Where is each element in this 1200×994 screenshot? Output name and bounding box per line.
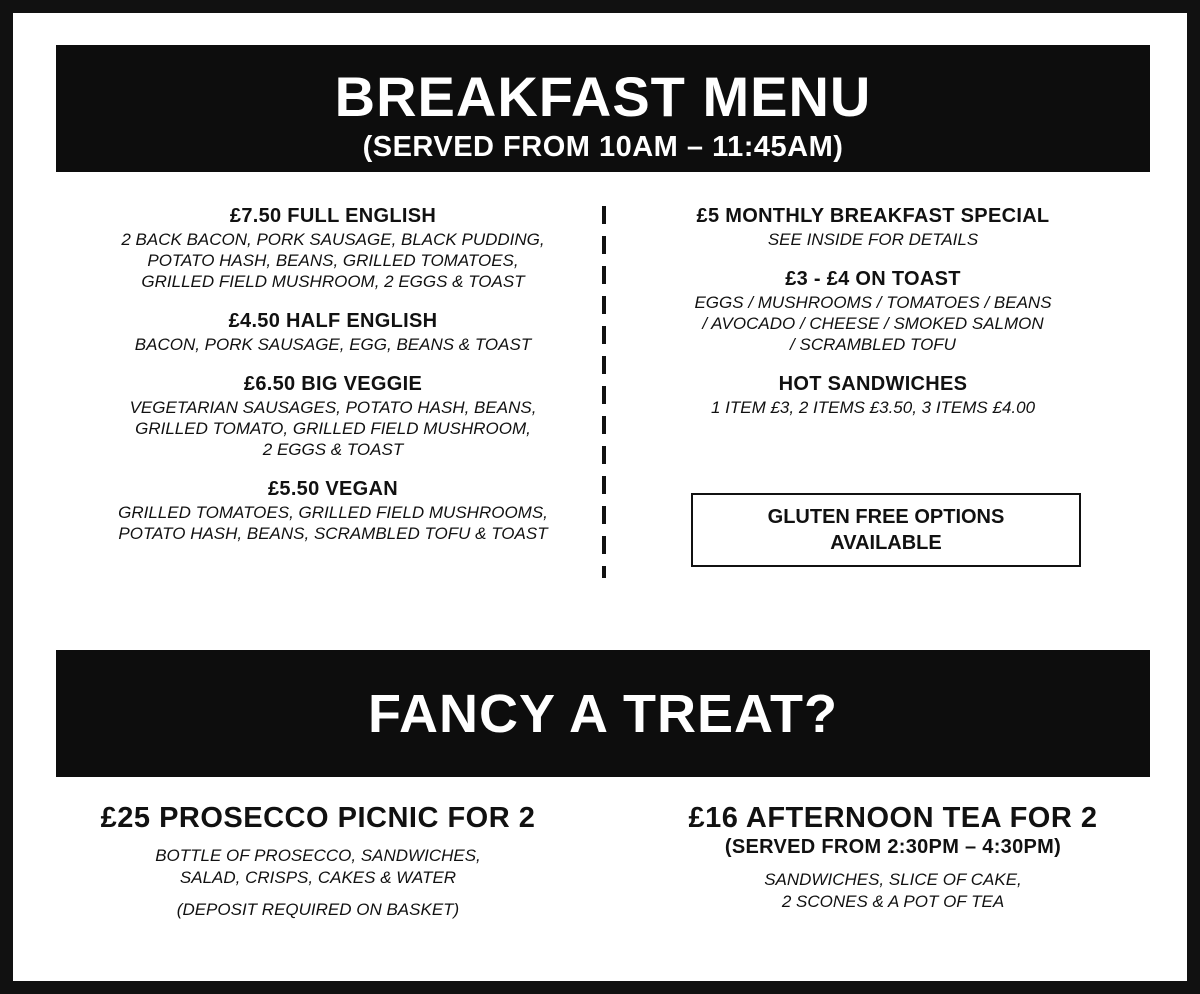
afternoon-tea-hours: (SERVED FROM 2:30PM – 4:30PM) [724,836,1062,858]
afternoon-tea-description: SANDWICHES, SLICE OF CAKE, 2 SCONES & A POT OF TEA [764,870,1022,911]
breakfast-banner [56,45,1150,172]
afternoon-tea-offer [643,801,1143,913]
menu-item-description: BACON, PORK SAUSAGE, EGG, BEANS & TOAST [134,335,532,354]
menu-serving-hours: (SERVED FROM 10AM – 11:45AM) [362,131,844,163]
menu-item-description: EGGS / MUSHROOMS / TOMATOES / BEANS / AVOCADO / CHEESE / SMOKED SALMON / SCRAMBLED TOFU [694,293,1052,354]
menu-item-title: £5 MONTHLY BREAKFAST SPECIAL [696,205,1050,227]
menu-item-title: £4.50 HALF ENGLISH [228,310,438,332]
menu-title: BREAKFAST MENU [334,65,872,128]
treat-banner [56,650,1150,777]
menu-item [63,203,603,292]
dashed-column-divider [602,206,606,578]
menu-item-description: 1 ITEM £3, 2 ITEMS £3.50, 3 ITEMS £4.00 [710,398,1036,417]
right-menu-column [653,203,1093,434]
gluten-free-notice: GLUTEN FREE OPTIONS AVAILABLE [691,493,1081,567]
menu-item-title: £3 - £4 ON TOAST [785,268,961,290]
menu-item-description: GRILLED TOMATOES, GRILLED FIELD MUSHROOMS, POTATO HASH, BEANS, SCRAMBLED TOFU & TOAST [118,503,548,543]
menu-item-title: £5.50 VEGAN [267,478,399,500]
menu-item [63,476,603,544]
prosecco-picnic-offer [53,801,583,921]
menu-item-title: £6.50 BIG VEGGIE [243,373,423,395]
menu-item [653,266,1093,355]
left-menu-column [63,203,603,560]
prosecco-deposit-note: (DEPOSIT REQUIRED ON BASKET) [176,900,460,919]
menu-item-description: 2 BACK BACON, PORK SAUSAGE, BLACK PUDDING, POTATO HASH, BEANS, GRILLED TOMATOES, GRILLED FIELD MUSHROOM, 2 EGGS & TOAST [121,230,545,291]
menu-item-title: HOT SANDWICHES [778,373,968,395]
afternoon-tea-title: £16 AFTERNOON TEA FOR 2 [688,802,1098,834]
menu-item [653,371,1093,418]
menu-item [653,203,1093,250]
menu-item-description: VEGETARIAN SAUSAGES, POTATO HASH, BEANS, GRILLED TOMATO, GRILLED FIELD MUSHROOM, 2 EGGS & TOAST [129,398,537,459]
menu-item-title: £7.50 FULL ENGLISH [229,205,437,227]
treat-title: FANCY A TREAT? [368,684,838,744]
prosecco-picnic-title: £25 PROSECCO PICNIC FOR 2 [100,802,536,834]
menu-item-description: SEE INSIDE FOR DETAILS [767,230,979,249]
menu-sheet [13,13,1187,981]
menu-item [63,308,603,355]
prosecco-picnic-description: BOTTLE OF PROSECCO, SANDWICHES, SALAD, CRISPS, CAKES & WATER [155,846,481,887]
menu-item [63,371,603,460]
